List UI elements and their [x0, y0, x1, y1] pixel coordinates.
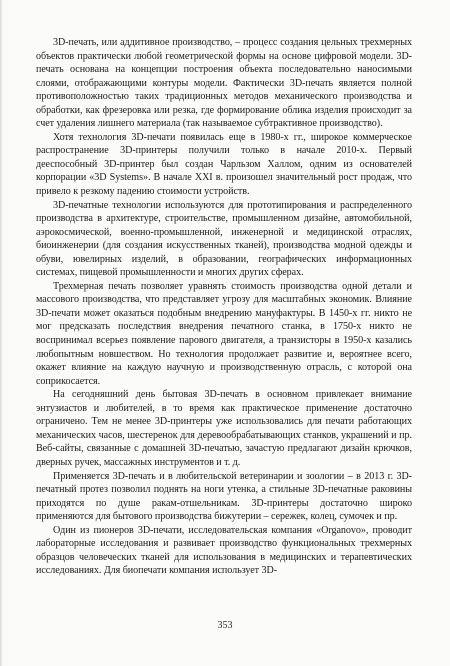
paragraph-applications: 3D-печатные технологии используются для прототипирования и распределенного производства в архитектуре, строительстве, промышленном дизайне, автомобильной, аэрокосмической, военно-промышленной, инженерной и медицинской отраслях, биоинженерии (для создания искусственных тканей), производства модной одежды и обуви, ювелирных изделий, в образовании, географических информационных системах, пищевой промышленности и многих других сферах.: [36, 199, 412, 279]
paragraph-economics: Трехмерная печать позволяет уравнять стоимость производства одной детали и массового производства, что представляет угрозу для масштабных экономик. Влияние 3D-печати может оказаться подобным внедрению мануфактуры. В 1450-х гг. никто не мог предсказать последствия внедрения печатного станка, в 1750-х никто не воспринимал всерьез появление парового двигателя, а транзисторы в 1950-х казались любопытным новшеством. Но технология продолжает развитие и, вероятнее всего, окажет влияние на каждую научную и производственную отрасль, с которой она соприкосается.: [36, 280, 412, 387]
paragraph-additive-manufacturing: 3D-печать, или аддитивное производство, – процесс создания цельных трехмерных объектов практически любой геометрической формы на основе цифровой модели. 3D-печать основана на концепции построения объекта последовательно наносимыми слоями, отображающими контуры модели. Фактически 3D-печать является полной противоположностью таких традиционных методов механического производства и обработки, как фрезеровка или резка, где формирование облика изделия происходит за счет удаления лишнего материала (так называемое субтрактивное производство).: [36, 37, 412, 130]
paragraph-history: Хотя технология 3D-печати появилась еще в 1980-х гг., широкое коммерческое распространение 3D-принтеры получили только в начале 2010-х. Первый дееспособный 3D-принтер был создан Чарльзом Халлом, одним из основателей корпорации «3D Systems». В начале XXI в. произошел значительный рост продаж, что привело к резкому падению стоимости устройств.: [36, 131, 412, 198]
page-number: 353: [217, 620, 233, 631]
page-edge-shadow: [0, 0, 3, 666]
paragraph-home-printing: На сегодняшний день бытовая 3D-печать в основном привлекает внимание энтузиастов и любителей, в то время как практическое применение достаточно ограничено. Тем не менее 3D-принтеры уже использовались для печати работающих механических часов, шестеренок для деревообрабатывающих станков, украшений и пр. Веб-сайты, связанные с домашней 3D-печатью, зачастую предлагают дизайн крючков, дверных ручек, массажных инструментов и т. д.: [36, 389, 412, 468]
paragraph-veterinary: Применяется 3D-печать и в любительской ветеринарии и зоологии – в 2013 г. 3D-печатный протез позволил поднять на ноги утенка, а стильные 3D-печатные раковины приходятся по душе ракам-отшельникам. 3D-принтеры достаточно широко применяются для бытового производства бижутерии – сережек, колец, сумочек и пр.: [36, 470, 412, 523]
paragraph-organovo: Один из пионеров 3D-печати, исследовательская компания «Organovo», проводит лабораторные исследования и развивает производство функциональных трехмерных образцов человеческих тканей для использования в медицинских и терапевтических исследованиях. Для биопечати компания использует 3D-: [36, 524, 412, 577]
